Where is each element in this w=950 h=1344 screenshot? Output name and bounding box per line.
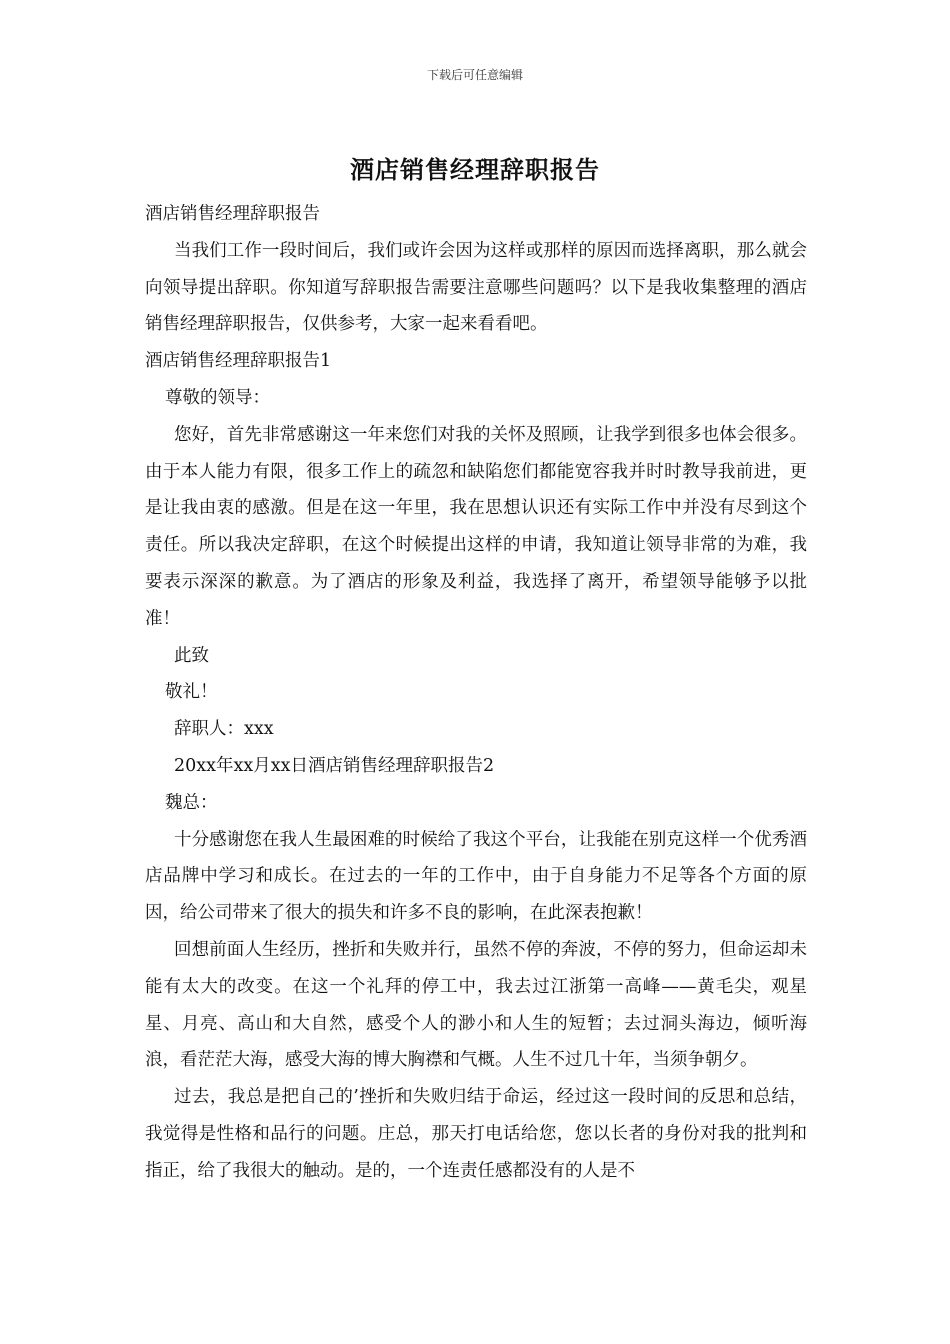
- document-title: 酒店销售经理辞职报告: [350, 155, 600, 184]
- section-heading-1: 酒店销售经理辞职报告1: [145, 351, 332, 372]
- salutation-1: 尊敬的领导：: [165, 387, 270, 408]
- intro-paragraph: 当我们工作一段时间后，我们或许会因为这样或那样的原因而选择离职，那么就会向领导提出辞职。你知道写辞职报告需要注意哪些问题吗？以下是我收集整理的酒店销售经理辞职报告，仅供参考，大家一起来看看吧。: [145, 240, 807, 335]
- date-and-section-heading-2: 20xx年xx月xx日酒店销售经理辞职报告2: [174, 755, 495, 776]
- document-body: [145, 196, 807, 1190]
- closing-regards: 敬礼！: [165, 682, 218, 703]
- salutation-2: 魏总：: [165, 792, 218, 813]
- subtitle-paragraph: 酒店销售经理辞职报告: [145, 204, 320, 224]
- letter-2-paragraph-2: 回想前面人生经历，挫折和失败并行，虽然不停的奔波，不停的努力，但命运却未能有太大的改变。在这一个礼拜的停工中，我去过江浙第一高峰——黄毛尖，观星星、月亮、高山和大自然，感受个人的渺小和人生的短暂；去过洞头海边，倾听海浪，看茫茫大海，感受大海的博大胸襟和气概。人生不过几十年，当须争朝夕。: [145, 939, 807, 1071]
- header-note: 下载后可任意编辑: [426, 68, 523, 82]
- signature-line: 辞职人：xxx: [174, 719, 274, 740]
- letter-1-body: 您好，首先非常感谢这一年来您们对我的关怀及照顾，让我学到很多也体会很多。由于本人能力有限，很多工作上的疏忽和缺陷您们都能宽容我并时时教导我前进，更是让我由衷的感激。但是在这一年里，我在思想认识还有实际工作中并没有尽到这个责任。所以我决定辞职，在这个时候提出这样的申请，我知道让领导非常的为难，我要表示深深的歉意。为了酒店的形象及利益，我选择了离开，希望领导能够予以批准！: [145, 424, 807, 629]
- letter-2-paragraph-1: 十分感谢您在我人生最困难的时候给了我这个平台，让我能在别克这样一个优秀酒店品牌中学习和成长。在过去的一年的工作中，由于自身能力不足等各个方面的原因，给公司带来了很大的损失和许多不良的影响，在此深表抱歉！: [145, 829, 807, 924]
- closing-phrase: 此致: [174, 645, 209, 666]
- letter-2-paragraph-3: 过去，我总是把自己的’挫折和失败归结于命运，经过这一段时间的反思和总结，我觉得是性格和品行的问题。庄总，那天打电话给您，您以长者的身份对我的批判和指正，给了我很大的触动。是的，一个连责任感都没有的人是不: [145, 1087, 807, 1181]
